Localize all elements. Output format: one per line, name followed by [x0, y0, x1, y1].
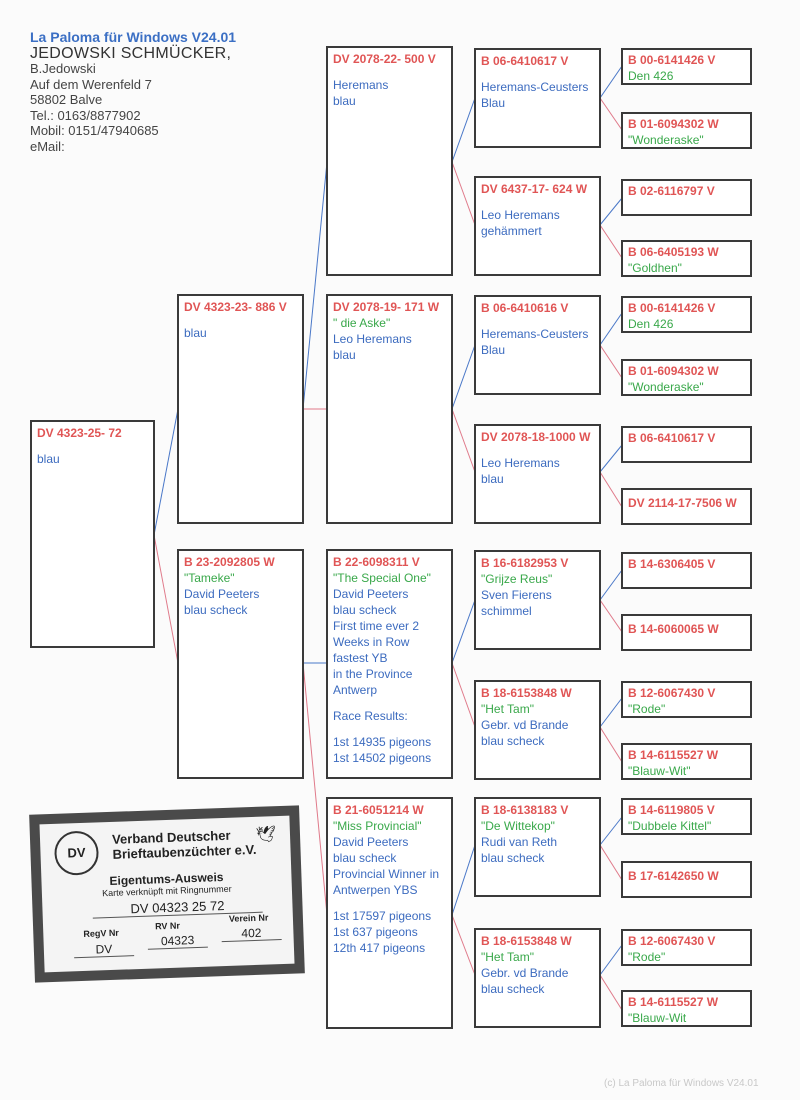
regv-label: RegV Nr — [83, 927, 120, 939]
nickname: "Rode" — [628, 950, 666, 964]
breeder-header — [30, 30, 236, 154]
rv-label: RV Nr — [154, 920, 181, 932]
ring-number: B 18-6138183 V — [481, 803, 569, 817]
ring-number: B 01-6094302 W — [628, 117, 719, 131]
breeder-phone: Tel.: 0163/8877902 — [30, 107, 141, 123]
breeder: Gebr. vd Brande — [481, 718, 569, 732]
race-result: 12th 417 pigeons — [333, 941, 426, 955]
note-line: Antwerpen YBS — [333, 883, 418, 897]
ring-number: B 17-6142650 W — [628, 869, 719, 883]
ownership-card-body — [39, 816, 294, 973]
nickname: Den 426 — [628, 317, 674, 331]
rv-value: 04323 — [147, 933, 207, 950]
ring-number: B 01-6094302 W — [628, 364, 719, 378]
nickname: "The Special One" — [333, 571, 431, 585]
pigeon-box-gen5[interactable] — [621, 861, 752, 898]
color: blau — [184, 326, 207, 340]
pigeon-box-gen5[interactable] — [621, 990, 752, 1027]
ownership-card — [29, 805, 305, 982]
nickname: "Wonderaske" — [628, 133, 704, 147]
nickname: "Tameke" — [184, 571, 235, 585]
pigeon-box-gen5[interactable] — [621, 112, 752, 149]
pigeon-box-gen5[interactable] — [621, 798, 752, 835]
race-result: 1st 17597 pigeons — [333, 909, 432, 923]
breeder-name: JEDOWSKI SCHMÜCKER, — [30, 44, 232, 62]
nickname: "Rode" — [628, 702, 666, 716]
ring-number: B 14-6306405 V — [628, 557, 716, 571]
ring-number: B 12-6067430 V — [628, 934, 716, 948]
ring-number: B 14-6060065 W — [628, 622, 719, 636]
ring-number: B 02-6116797 V — [628, 184, 715, 198]
pigeon-box-sdd[interactable] — [474, 424, 601, 524]
pigeon-box-dss[interactable] — [474, 550, 601, 650]
breeder-city: 58802 Balve — [30, 92, 103, 107]
color: blau — [333, 348, 356, 362]
race-result: 1st 14502 pigeons — [333, 751, 432, 765]
association-logo: DV — [54, 830, 100, 876]
breeder-street: Auf dem Werenfeld 7 — [30, 76, 152, 92]
ring-number: DV 2078-18-1000 W — [481, 430, 591, 444]
pigeon-box-sds[interactable] — [474, 295, 601, 395]
nickname: "De Wittekop" — [481, 819, 555, 833]
color: Blau — [481, 343, 506, 357]
nickname: "Blauw-Wit" — [628, 764, 691, 778]
color: blau scheck — [481, 734, 545, 748]
color: Blau — [481, 96, 506, 110]
ring-number: B 14-6115527 W — [628, 748, 719, 762]
ring-number: B 00-6141426 V — [628, 53, 716, 67]
verein-label: Verein Nr — [228, 912, 269, 924]
ring-number: B 06-6410617 V — [481, 54, 569, 68]
color: blau scheck — [481, 851, 545, 865]
pigeon-box-gen5[interactable] — [621, 48, 752, 85]
ring-number: DV 6437-17- 624 W — [481, 182, 588, 196]
race-result: 1st 637 pigeons — [333, 925, 418, 939]
pigeon-box-sss[interactable] — [474, 48, 601, 148]
ring-number: B 14-6115527 W — [628, 995, 719, 1009]
ring-number: B 21-6051214 W — [333, 803, 424, 817]
color: blau scheck — [333, 851, 397, 865]
color: blau — [37, 452, 60, 466]
ring-number: B 12-6067430 V — [628, 686, 716, 700]
ring-number: DV 2078-22- 500 V — [333, 52, 436, 66]
race-results-title: Race Results: — [333, 709, 408, 723]
card-ring-number: DV 04323 25 72 — [92, 897, 262, 919]
pigeon-box-gen5[interactable] — [621, 296, 752, 333]
color: schimmel — [481, 604, 532, 618]
breeder: Rudi van Reth — [481, 835, 558, 849]
nickname: "Het Tam" — [481, 950, 534, 964]
breeder-mobile: Mobil: 0151/47940685 — [30, 123, 159, 138]
ring-number: B 14-6119805 V — [628, 803, 715, 817]
note-line: Provincial Winner in — [333, 867, 440, 881]
ring-number: B 22-6098311 V — [333, 555, 420, 569]
pigeon-box-gen5[interactable] — [621, 488, 752, 525]
breeder: Heremans-Ceusters — [481, 80, 589, 94]
nickname: "Grijze Reus" — [481, 572, 553, 586]
pigeon-box-sire[interactable] — [177, 294, 304, 524]
pigeon-icon: 🕊 — [255, 826, 277, 844]
note-line: Antwerp — [333, 683, 378, 697]
pigeon-box-gen5[interactable] — [621, 743, 752, 780]
breeder: Leo Heremans — [333, 332, 412, 346]
ring-number: DV 4323-23- 886 V — [184, 300, 287, 314]
pigeon-box-ssd[interactable] — [474, 176, 601, 276]
color: blau scheck — [184, 603, 248, 617]
pigeon-box-gen5[interactable] — [621, 929, 752, 966]
verein-value: 402 — [221, 925, 281, 942]
breeder: Leo Heremans — [481, 208, 560, 222]
pigeon-box-sd[interactable] — [326, 294, 453, 524]
pigeon-box-gen5[interactable] — [621, 179, 752, 216]
pigeon-box-gen5[interactable] — [621, 426, 752, 463]
color: blau scheck — [333, 603, 397, 617]
note-line: Weeks in Row — [333, 635, 410, 649]
pigeon-box-dsd[interactable] — [474, 680, 601, 780]
ring-number: B 16-6182953 V — [481, 556, 569, 570]
association-name — [112, 827, 257, 862]
breeder: Leo Heremans — [481, 456, 560, 470]
color: gehämmert — [481, 224, 542, 238]
pigeon-box-ss[interactable] — [326, 46, 453, 276]
breeder: David Peeters — [184, 587, 260, 601]
nickname: Den 426 — [628, 69, 674, 83]
breeder: David Peeters — [333, 835, 409, 849]
card-title: Eigentums-Ausweis — [109, 870, 224, 888]
pigeon-box-gen5[interactable] — [621, 614, 752, 651]
ring-number: DV 2114-17-7506 W — [628, 496, 737, 510]
note-line: First time ever 2 — [333, 619, 420, 633]
breeder: Heremans-Ceusters — [481, 327, 589, 341]
nickname: "Het Tam" — [481, 702, 534, 716]
nickname: "Wonderaske" — [628, 380, 704, 394]
pigeon-box-subject[interactable] — [30, 420, 155, 648]
pigeon-box-ddd[interactable] — [474, 928, 601, 1028]
pigeon-box-gen5[interactable] — [621, 681, 752, 718]
breeder: David Peeters — [333, 587, 409, 601]
note-line: in the Province — [333, 667, 413, 681]
ring-number: DV 4323-25- 72 — [37, 426, 122, 440]
pigeon-box-gen5[interactable] — [621, 240, 752, 277]
association-name-line1: Verband Deutscher — [111, 827, 231, 847]
pigeon-box-dam[interactable] — [177, 549, 304, 779]
nickname: " die Aske" — [333, 316, 391, 330]
pigeon-box-gen5[interactable] — [621, 552, 752, 589]
ring-number: B 06-6405193 W — [628, 245, 719, 259]
race-result: 1st 14935 pigeons — [333, 735, 432, 749]
ring-number: B 18-6153848 W — [481, 934, 572, 948]
color: blau scheck — [481, 982, 545, 996]
ring-number: B 06-6410616 V — [481, 301, 569, 315]
ring-number: DV 2078-19- 171 W — [333, 300, 440, 314]
card-subtitle: Karte verknüpft mit Ringnummer — [101, 883, 232, 899]
breeder: Sven Fierens — [481, 588, 552, 602]
ring-number: B 18-6153848 W — [481, 686, 572, 700]
pigeon-box-gen5[interactable] — [621, 359, 752, 396]
ring-number: B 23-2092805 W — [184, 555, 275, 569]
regv-value: DV — [74, 941, 134, 958]
ring-number: B 06-6410617 V — [628, 431, 716, 445]
breeder-email: eMail: — [30, 138, 65, 154]
nickname: "Miss Provincial" — [333, 819, 422, 833]
pigeon-box-dds[interactable] — [474, 797, 601, 897]
app-title: La Paloma für Windows V24.01 — [30, 29, 237, 45]
color: blau — [481, 472, 504, 486]
breeder-person: B.Jedowski — [30, 61, 96, 76]
breeder: Gebr. vd Brande — [481, 966, 569, 980]
color: blau — [333, 94, 356, 108]
nickname: "Blauw-Wit — [628, 1011, 687, 1025]
ring-number: B 00-6141426 V — [628, 301, 716, 315]
breeder: Heremans — [333, 78, 389, 92]
pigeon-box-ds[interactable] — [326, 549, 453, 779]
footer-copyright: (c) La Paloma für Windows V24.01 — [604, 1078, 759, 1089]
note-line: fastest YB — [333, 651, 388, 665]
nickname: "Goldhen" — [628, 261, 682, 275]
nickname: "Dubbele Kittel" — [628, 819, 712, 833]
association-name-line2: Brieftaubenzüchter e.V. — [112, 841, 257, 862]
pigeon-box-dd[interactable] — [326, 797, 453, 1029]
